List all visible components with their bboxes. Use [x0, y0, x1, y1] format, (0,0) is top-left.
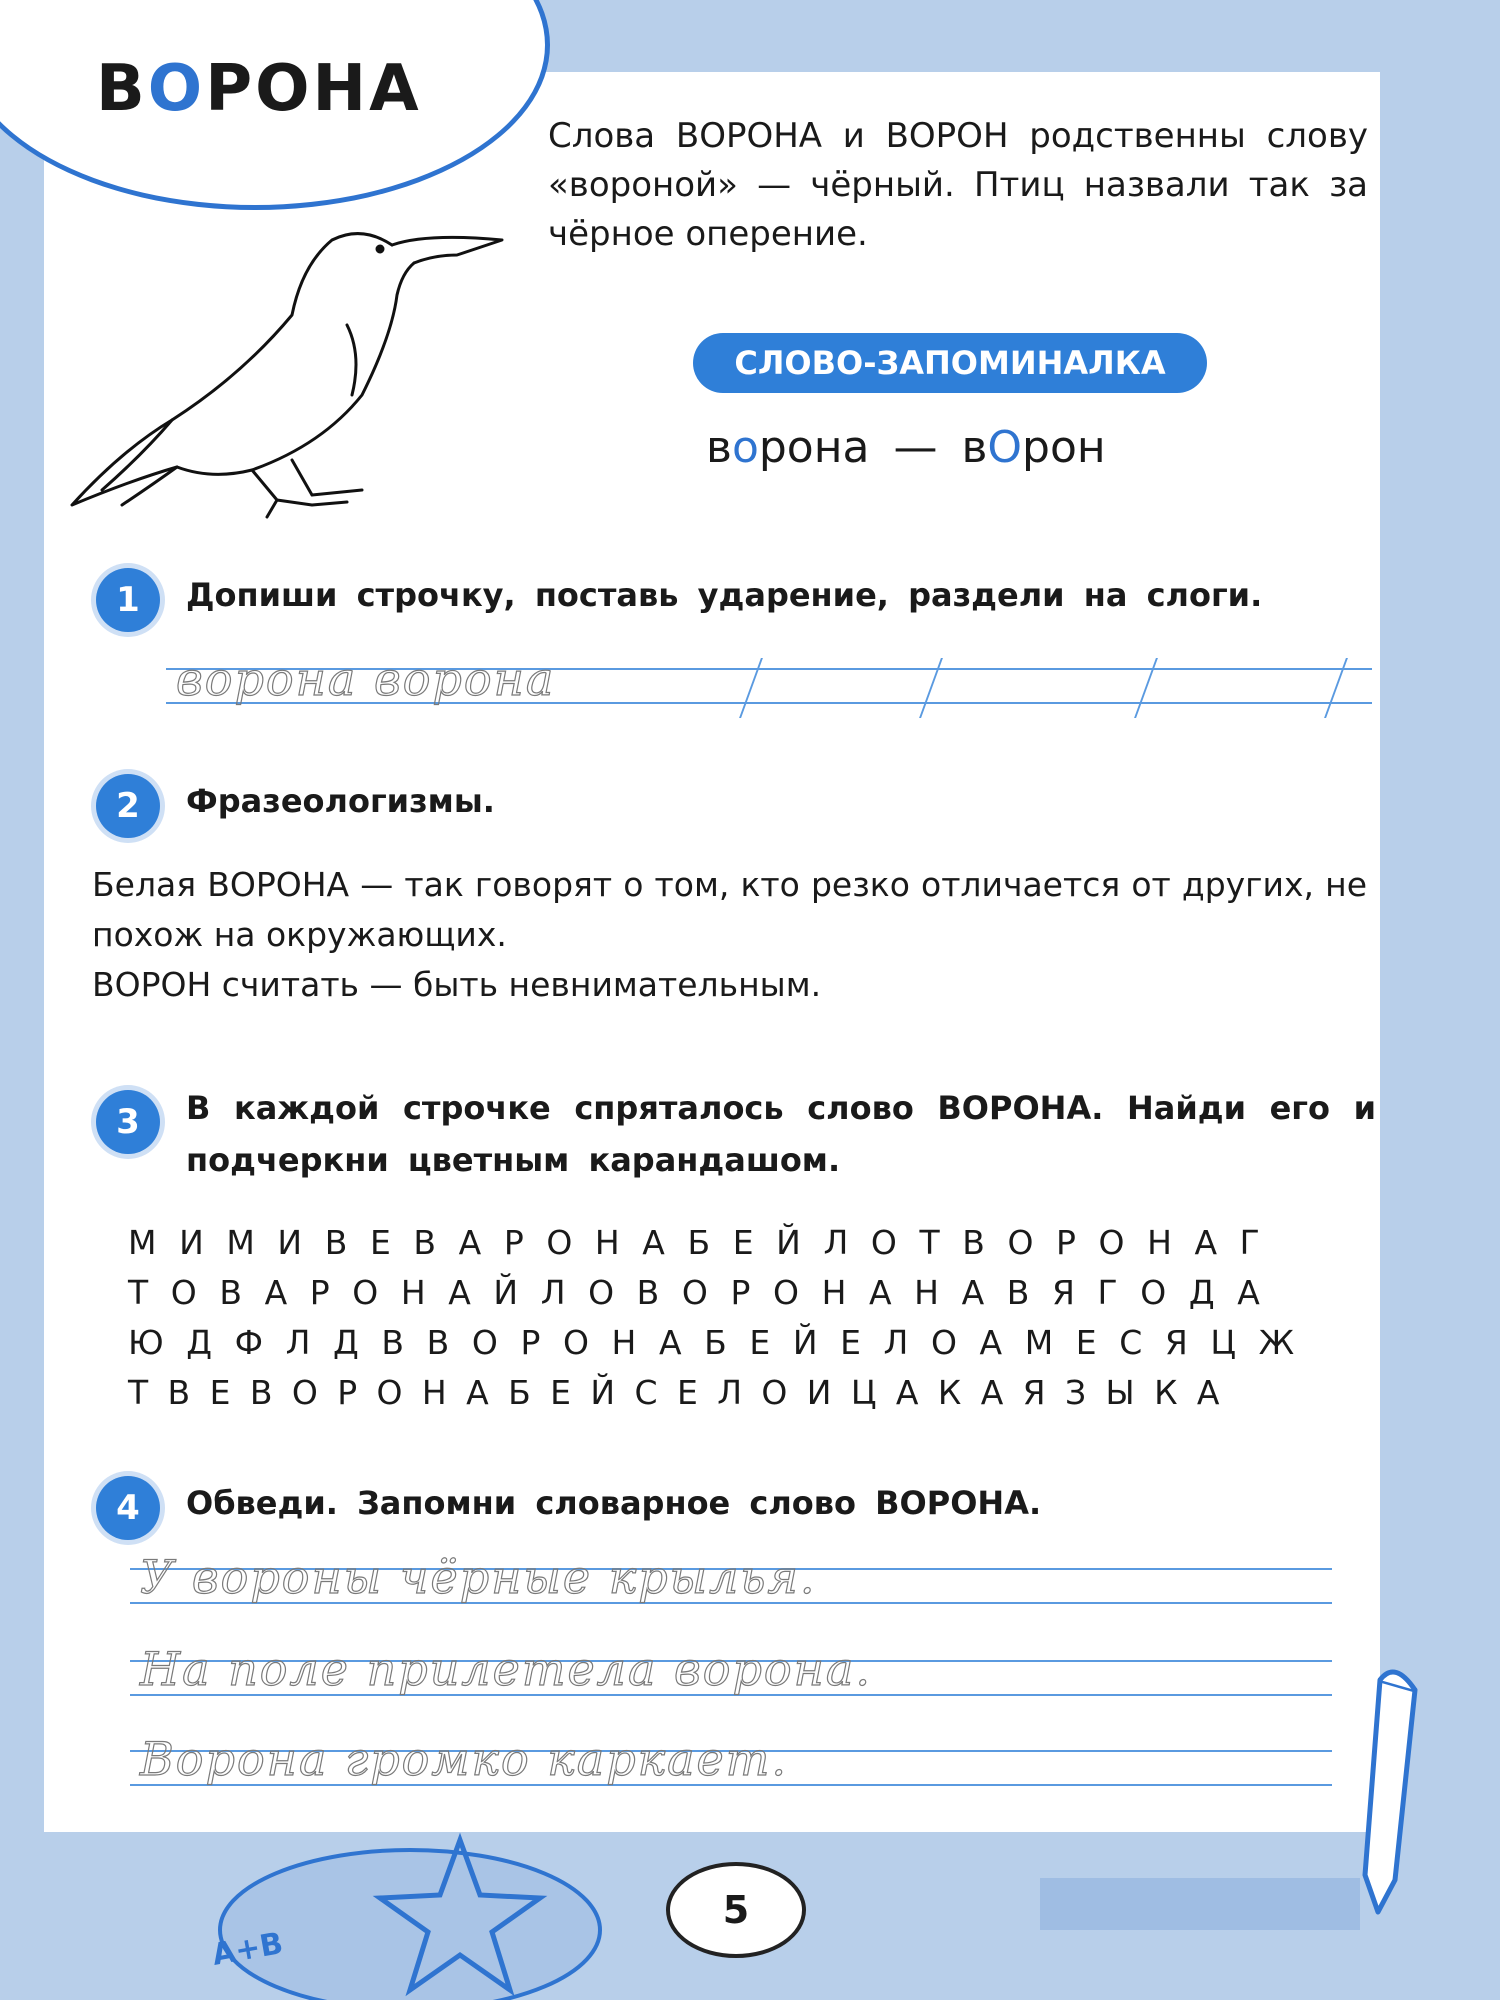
task4-instruction: Обведи. Запомни словарное слово ВОРОНА.: [186, 1484, 1042, 1522]
task2-number-badge: 2: [96, 774, 160, 838]
task4-number-badge: 4: [96, 1476, 160, 1540]
trace-line[interactable]: На поле прилетела ворона.: [140, 1642, 872, 1696]
task3-instruction: В каждой строчке спряталось слово ВОРОНА. Найди его и подчеркни цветным карандашом.: [186, 1089, 1376, 1179]
letter-row[interactable]: МИМИВЕВАРОНАБЕЙЛОТВОРОНАГ: [128, 1223, 1283, 1262]
page-title: ВОРОНА: [96, 52, 422, 126]
memo-badge: СЛОВО-ЗАПОМИНАЛКА: [693, 333, 1207, 393]
task2-instruction: Фразеологизмы.: [186, 782, 495, 820]
task1-number-badge: 1: [96, 568, 160, 632]
task3-number-badge: 3: [96, 1090, 160, 1154]
letter-row[interactable]: ЮДФЛДВВОРОНАБЕЙЕЛОАМЕСЯЦЖ: [128, 1323, 1317, 1362]
trace-line[interactable]: У вороны чёрные крылья.: [140, 1550, 817, 1604]
letter-grid: [128, 1218, 1317, 1418]
crow-illustration: [62, 205, 522, 535]
dotted-band: [1040, 1878, 1360, 1930]
task1-instruction: Допиши строчку, поставь ударение, раздели на слоги.: [186, 576, 1263, 614]
memo-words: ворона — вОрон: [706, 422, 1106, 473]
intro-text: Слова ВОРОНА и ВОРОН родственны слову «вороной» — чёрный. Птиц назвали так за чёрное оперение.: [548, 116, 1368, 254]
task1-sample-script: ворона ворона: [176, 652, 556, 706]
star-decoration-icon: [210, 1820, 630, 2000]
phrase-belaya-vorona: Белая ВОРОНА — так говорят о том, кто резко отличается от других, не похож на окружающих.: [92, 865, 1367, 954]
letter-row[interactable]: ТВЕВОРОНАБЕЙСЕЛОИЦАКАЯЗЫКА: [128, 1373, 1239, 1412]
letter-row[interactable]: ТОВАРОНАЙЛОВОРОНАНАВЯГОДА: [128, 1273, 1283, 1312]
page-number: 5: [666, 1862, 806, 1958]
trace-line[interactable]: Ворона громко каркает.: [140, 1732, 788, 1786]
math-doodle: A+B: [209, 1926, 286, 1973]
phrase-voron-schitat: ВОРОН считать — быть невнимательным.: [92, 965, 822, 1004]
